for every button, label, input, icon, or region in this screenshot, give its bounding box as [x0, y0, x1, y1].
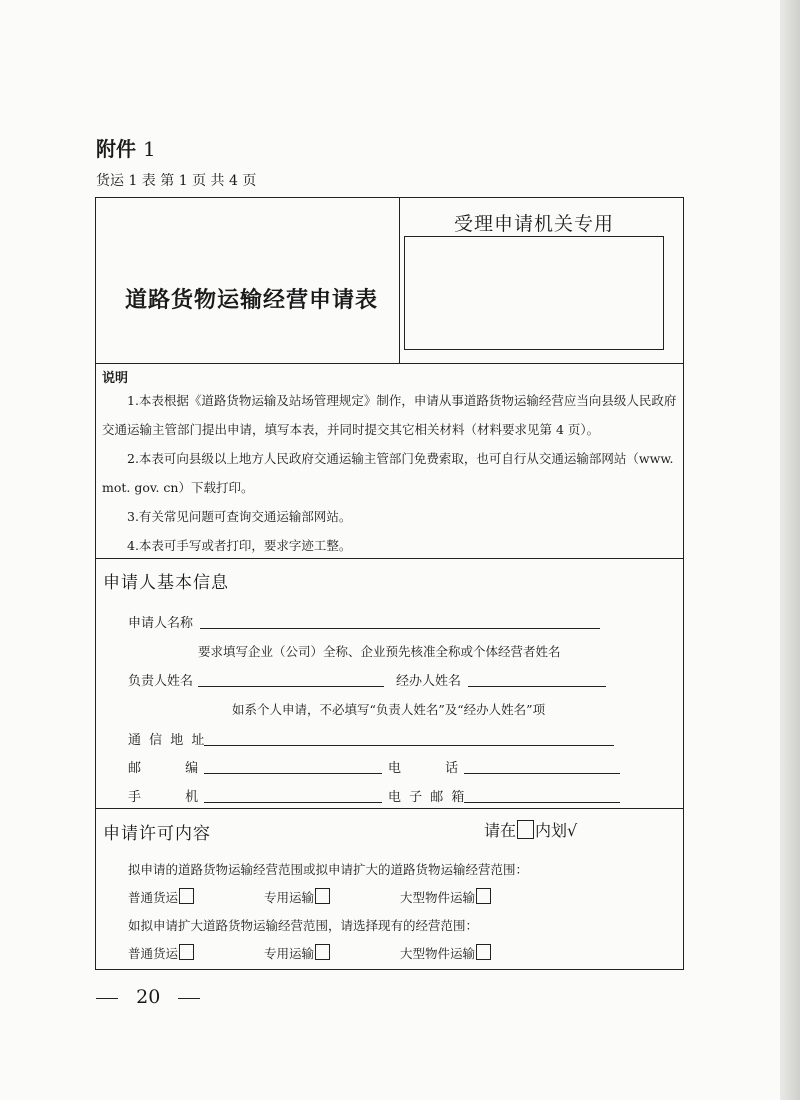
checkbox-icon[interactable] [315, 888, 330, 904]
option-large-cargo-new[interactable]: 大型物件运输 [400, 888, 491, 906]
check-instruction: 请在 内划√ [484, 821, 578, 840]
handler-label: 经办人姓名 [396, 674, 462, 689]
checkbox-icon[interactable] [315, 944, 330, 960]
notes-heading: 说明 [102, 371, 129, 386]
postcode-field[interactable] [204, 757, 382, 774]
option-large-cargo-existing[interactable]: 大型物件运输 [400, 944, 491, 962]
address-field[interactable] [204, 729, 614, 746]
option-special-transport-new[interactable]: 专用运输 [264, 888, 330, 906]
applicant-name-field[interactable] [200, 612, 600, 629]
divider-permit [96, 808, 683, 809]
scan-edge-shadow [780, 0, 800, 1100]
email-label: 电 子 邮 箱 [388, 790, 465, 805]
checkbox-icon[interactable] [476, 888, 491, 904]
notes-body [102, 386, 680, 560]
option-special-transport-existing[interactable]: 专用运输 [264, 944, 330, 962]
email-field[interactable] [464, 786, 620, 803]
applicant-name-label: 申请人名称 [128, 616, 194, 631]
phone-label: 电 话 [388, 761, 459, 776]
personal-hint: 如系个人申请，不必填写“负责人姓名”及“经办人姓名”项 [232, 702, 546, 717]
note-item-2: 2.本表可向县级以上地方人民政府交通运输主管部门免费索取，也可自行从交通运输部网站（www. mot. gov. cn）下载打印。 [102, 451, 674, 495]
applicant-section-title: 申请人基本信息 [103, 573, 229, 593]
dash-icon [96, 998, 118, 999]
note-item-1: 1.本表根据《道路货物运输及站场管理规定》制作，申请从事道路货物运输经营应当向县级人民政府交通运输主管部门提出申请，填写本表，并同时提交其它相关材料（材料要求见第 4 页）。 [102, 393, 677, 437]
postcode-label: 邮 编 [128, 761, 199, 776]
note-item-4: 4.本表可手写或者打印，要求字迹工整。 [127, 538, 352, 553]
option-general-freight-new[interactable]: 普通货运 [128, 888, 194, 906]
note-item-3: 3.有关常见问题可查询交通运输部网站。 [127, 509, 352, 524]
phone-field[interactable] [464, 757, 620, 774]
attachment-label: 附件 1 [96, 137, 156, 161]
form-code: 货运 1 表 第 1 页 共 4 页 [96, 173, 257, 189]
office-use-title: 受理申请机关专用 [454, 213, 615, 235]
page-number: 20 [96, 986, 200, 1008]
mobile-label: 手 机 [128, 790, 199, 805]
responsible-label: 负责人姓名 [128, 674, 194, 689]
option-general-freight-existing[interactable]: 普通货运 [128, 944, 194, 962]
checkbox-icon[interactable] [179, 944, 194, 960]
divider-notes [96, 363, 683, 364]
scope-question-2: 如拟申请扩大道路货物运输经营范围，请选择现有的经营范围： [128, 918, 479, 933]
scope-question-1: 拟申请的道路货物运输经营范围或拟申请扩大的道路货物运输经营范围： [128, 862, 529, 877]
header-divider-vertical [399, 198, 400, 363]
applicant-name-hint: 要求填写企业（公司）全称、企业预先核准全称或个体经营者姓名 [198, 644, 561, 659]
mobile-field[interactable] [204, 786, 382, 803]
handler-field[interactable] [468, 670, 606, 687]
address-label: 通 信 地 址 [128, 733, 205, 748]
office-use-box[interactable] [404, 236, 664, 350]
permit-section-title: 申请许可内容 [103, 824, 211, 844]
form-title: 道路货物运输经营申请表 [125, 288, 379, 313]
responsible-field[interactable] [198, 670, 384, 687]
sample-checkbox-icon [517, 820, 534, 839]
dash-icon [178, 998, 200, 999]
checkbox-icon[interactable] [179, 888, 194, 904]
checkbox-icon[interactable] [476, 944, 491, 960]
